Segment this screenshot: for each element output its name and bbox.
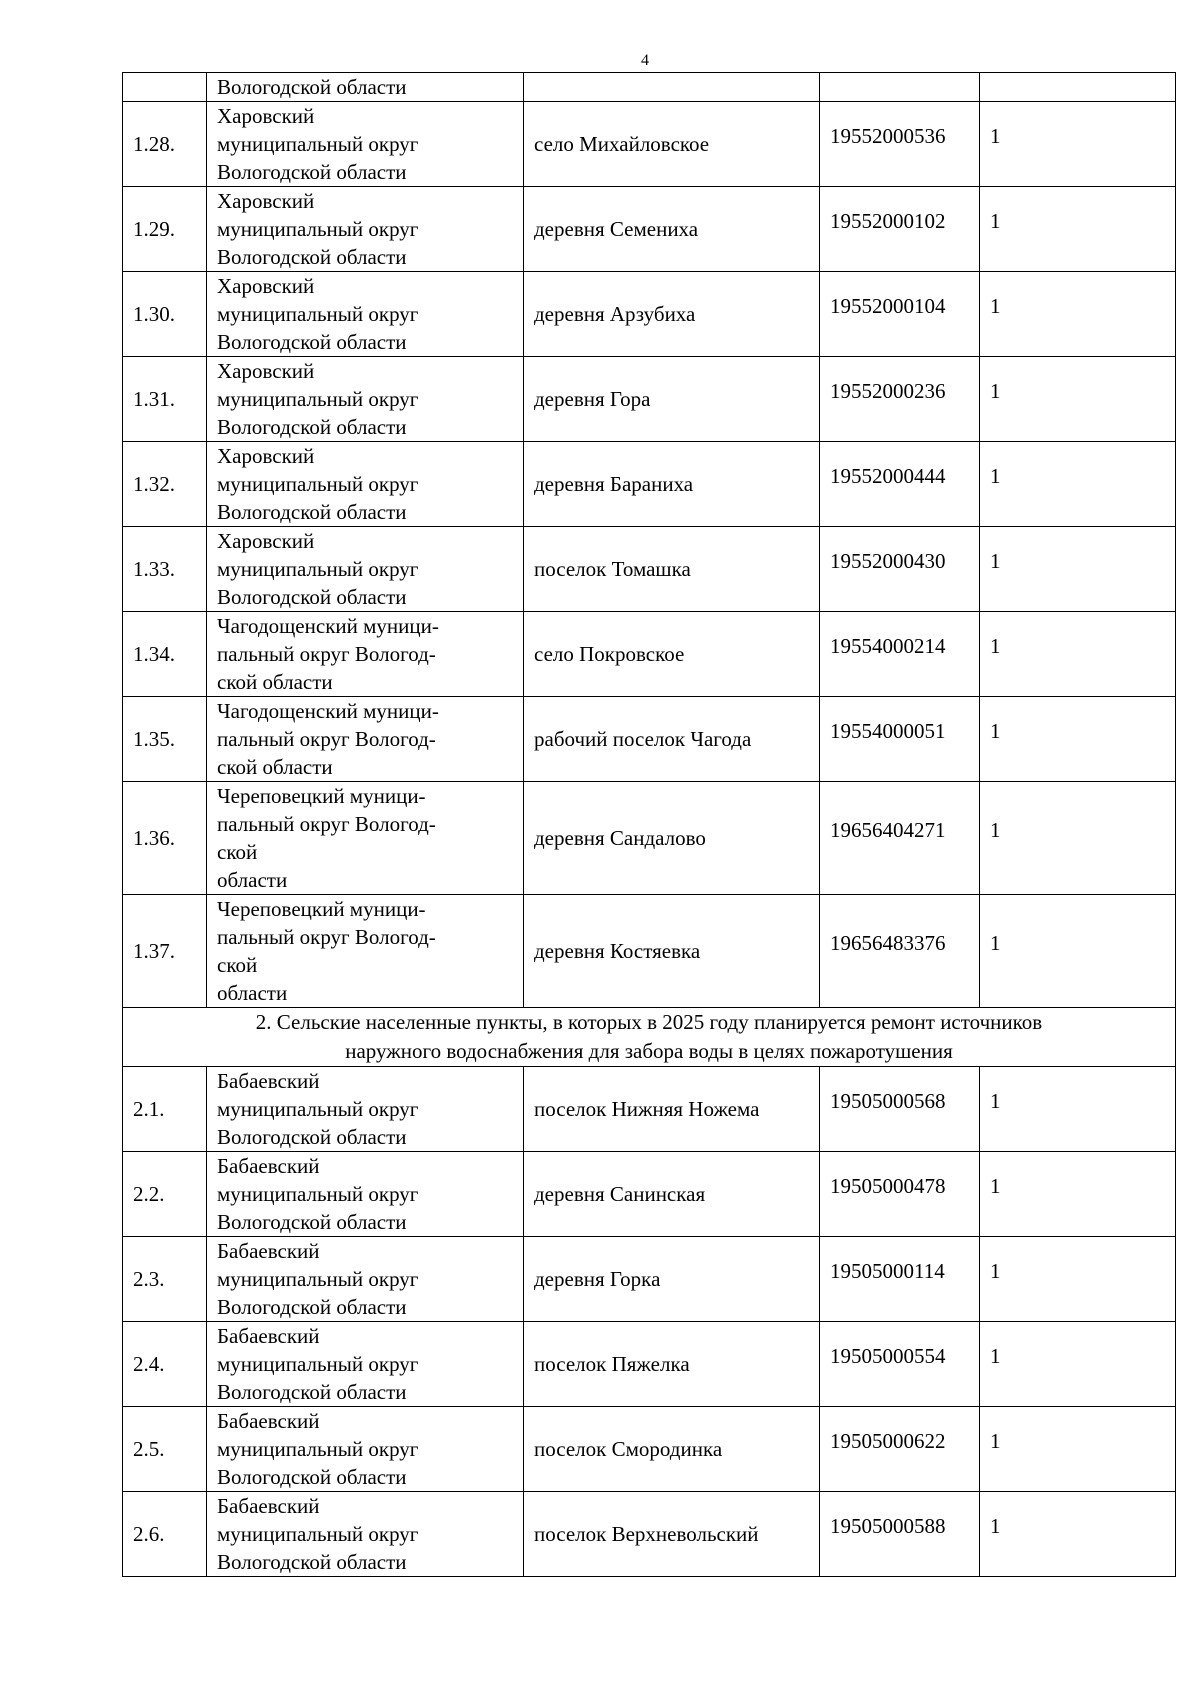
code-cell <box>820 697 980 782</box>
table-row <box>123 1237 1176 1322</box>
district-line: Харовский <box>217 104 315 128</box>
settlement-code: 19505000554 <box>830 1344 946 1368</box>
district-cell <box>207 102 524 187</box>
quantity-cell <box>980 895 1176 1008</box>
quantity-cell <box>980 782 1176 895</box>
district-line: Вологодской области <box>217 1550 407 1574</box>
district-line: ской <box>217 840 258 864</box>
district-line: Бабаевский <box>217 1494 320 1518</box>
code-cell <box>820 1407 980 1492</box>
settlement-cell: деревня Арзубиха <box>524 272 820 357</box>
quantity-cell <box>980 442 1176 527</box>
table-row <box>123 357 1176 442</box>
settlement-code: 19552000104 <box>830 294 946 318</box>
district-line: муниципальный округ <box>217 1097 419 1121</box>
code-cell <box>820 187 980 272</box>
district-line: Вологодской области <box>217 500 407 524</box>
settlement-code: 19552000536 <box>830 124 946 148</box>
settlement-cell: поселок Томашка <box>524 527 820 612</box>
settlement-code: 19554000214 <box>830 634 946 658</box>
district-cell <box>207 782 524 895</box>
table-row <box>123 782 1176 895</box>
table-row <box>123 1067 1176 1152</box>
quantity-cell <box>980 102 1176 187</box>
quantity-value: 1 <box>990 719 1001 743</box>
quantity-value: 1 <box>990 379 1001 403</box>
settlement-code: 19505000478 <box>830 1174 946 1198</box>
code-cell <box>820 1492 980 1577</box>
quantity-cell <box>980 697 1176 782</box>
settlement-cell: поселок Нижняя Ножема <box>524 1067 820 1152</box>
district-line: муниципальный округ <box>217 1352 419 1376</box>
quantity-value: 1 <box>990 931 1001 955</box>
district-line: муниципальный округ <box>217 557 419 581</box>
district-cell <box>207 442 524 527</box>
row-number: 1.29. <box>123 187 207 272</box>
district-line: Вологодской области <box>217 245 407 269</box>
district-cell: Вологодской области <box>207 73 524 102</box>
row-number: 2.2. <box>123 1152 207 1237</box>
quantity-value: 1 <box>990 1174 1001 1198</box>
district-cell <box>207 1152 524 1237</box>
row-number: 2.4. <box>123 1322 207 1407</box>
row-number: 2.5. <box>123 1407 207 1492</box>
district-cell <box>207 1237 524 1322</box>
settlement-code: 19505000114 <box>830 1259 945 1283</box>
table-row <box>123 187 1176 272</box>
district-line: Чагодощенский муници- <box>217 614 439 638</box>
settlement-cell: деревня Семениха <box>524 187 820 272</box>
section-2-title <box>123 1008 1176 1067</box>
quantity-value: 1 <box>990 634 1001 658</box>
district-line: пальный округ Вологод- <box>217 642 436 666</box>
district-line: Череповецкий муници- <box>217 784 426 808</box>
quantity-value: 1 <box>990 1429 1001 1453</box>
continued-row <box>123 73 1176 102</box>
settlement-cell: село Покровское <box>524 612 820 697</box>
code-cell <box>820 895 980 1008</box>
quantity-value: 1 <box>990 464 1001 488</box>
settlement-cell: деревня Горка <box>524 1237 820 1322</box>
district-line: Бабаевский <box>217 1409 320 1433</box>
table-row <box>123 612 1176 697</box>
settlement-code: 19505000568 <box>830 1089 946 1113</box>
table-row <box>123 1152 1176 1237</box>
table-row <box>123 272 1176 357</box>
district-line: Вологодской области <box>217 585 407 609</box>
district-line: ской области <box>217 755 333 779</box>
district-cell <box>207 1407 524 1492</box>
district-line: Вологодской области <box>217 1465 407 1489</box>
quantity-cell <box>980 1067 1176 1152</box>
district-line: Бабаевский <box>217 1069 320 1093</box>
settlement-cell: рабочий поселок Чагода <box>524 697 820 782</box>
district-line: муниципальный округ <box>217 1522 419 1546</box>
district-line: муниципальный округ <box>217 1267 419 1291</box>
row-number: 1.33. <box>123 527 207 612</box>
settlement-code: 19505000588 <box>830 1514 946 1538</box>
settlement-code: 19552000236 <box>830 379 946 403</box>
settlement-cell: поселок Верхневольский <box>524 1492 820 1577</box>
district-cell <box>207 527 524 612</box>
district-line: ской <box>217 953 258 977</box>
code-cell <box>820 1067 980 1152</box>
settlement-cell: деревня Гора <box>524 357 820 442</box>
district-line: Вологодской области <box>217 330 407 354</box>
district-line: муниципальный округ <box>217 132 419 156</box>
quantity-value: 1 <box>990 294 1001 318</box>
section-title-line: наружного водоснабжения для забора воды в целях пожаротушения <box>345 1039 953 1063</box>
settlement-code: 19552000444 <box>830 464 946 488</box>
page-number: 4 <box>641 52 649 69</box>
row-number: 2.1. <box>123 1067 207 1152</box>
settlements-table <box>122 72 1176 1577</box>
district-line: Харовский <box>217 529 315 553</box>
district-line: ской области <box>217 670 333 694</box>
code-cell <box>820 1152 980 1237</box>
code-cell <box>820 357 980 442</box>
section-header-row <box>123 1008 1176 1067</box>
table-row <box>123 697 1176 782</box>
district-line: Бабаевский <box>217 1154 320 1178</box>
district-line: Вологодской области <box>217 1295 407 1319</box>
quantity-cell <box>980 272 1176 357</box>
row-number: 1.28. <box>123 102 207 187</box>
quantity-cell <box>980 1322 1176 1407</box>
table-row <box>123 102 1176 187</box>
district-line: Вологодской области <box>217 415 407 439</box>
quantity-value: 1 <box>990 1344 1001 1368</box>
settlement-code: 19552000430 <box>830 549 946 573</box>
settlement-code: 19656483376 <box>830 931 946 955</box>
table-row <box>123 1407 1176 1492</box>
settlement-cell: деревня Санинская <box>524 1152 820 1237</box>
settlement-code: 19505000622 <box>830 1429 946 1453</box>
district-line: области <box>217 981 288 1005</box>
code-cell <box>820 527 980 612</box>
district-cell <box>207 895 524 1008</box>
district-line: Харовский <box>217 444 315 468</box>
district-line: Харовский <box>217 189 315 213</box>
table-row <box>123 1322 1176 1407</box>
district-line: Чагодощенский муници- <box>217 699 439 723</box>
district-line: Вологодской области <box>217 1210 407 1234</box>
district-line: муниципальный округ <box>217 472 419 496</box>
district-line: муниципальный округ <box>217 387 419 411</box>
district-line: муниципальный округ <box>217 1437 419 1461</box>
code-cell <box>820 73 980 102</box>
quantity-cell <box>980 527 1176 612</box>
row-number: 1.37. <box>123 895 207 1008</box>
district-line: Череповецкий муници- <box>217 897 426 921</box>
quantity-cell <box>980 357 1176 442</box>
row-number: 1.30. <box>123 272 207 357</box>
district-cell <box>207 1492 524 1577</box>
district-line: муниципальный округ <box>217 217 419 241</box>
row-number: 2.3. <box>123 1237 207 1322</box>
quantity-cell <box>980 612 1176 697</box>
district-cell <box>207 1322 524 1407</box>
district-line: муниципальный округ <box>217 1182 419 1206</box>
quantity-value: 1 <box>990 549 1001 573</box>
settlement-cell: деревня Костяевка <box>524 895 820 1008</box>
settlement-code: 19554000051 <box>830 719 946 743</box>
quantity-value: 1 <box>990 818 1001 842</box>
code-cell <box>820 102 980 187</box>
table-row <box>123 442 1176 527</box>
code-cell <box>820 782 980 895</box>
settlement-cell: деревня Сандалово <box>524 782 820 895</box>
table-row <box>123 527 1176 612</box>
quantity-value: 1 <box>990 1259 1001 1283</box>
quantity-cell <box>980 1492 1176 1577</box>
district-line: области <box>217 868 288 892</box>
district-cell <box>207 697 524 782</box>
settlement-cell: поселок Пяжелка <box>524 1322 820 1407</box>
quantity-value: 1 <box>990 1514 1001 1538</box>
district-line: Бабаевский <box>217 1239 320 1263</box>
district-line: Вологодской области <box>217 160 407 184</box>
district-line: Вологодской области <box>217 1125 407 1149</box>
row-number: 1.36. <box>123 782 207 895</box>
row-number: 1.35. <box>123 697 207 782</box>
row-number-cell <box>123 73 207 102</box>
district-cell <box>207 272 524 357</box>
quantity-cell <box>980 1237 1176 1322</box>
district-line: пальный округ Вологод- <box>217 925 436 949</box>
table-row <box>123 895 1176 1008</box>
district-cell <box>207 1067 524 1152</box>
district-cell <box>207 357 524 442</box>
row-number: 1.31. <box>123 357 207 442</box>
code-cell <box>820 442 980 527</box>
quantity-cell <box>980 1407 1176 1492</box>
district-line: Харовский <box>217 274 315 298</box>
quantity-value: 1 <box>990 1089 1001 1113</box>
district-line: пальный округ Вологод- <box>217 812 436 836</box>
code-cell <box>820 1237 980 1322</box>
quantity-value: 1 <box>990 209 1001 233</box>
code-cell <box>820 612 980 697</box>
district-line: Бабаевский <box>217 1324 320 1348</box>
code-cell <box>820 272 980 357</box>
district-line: муниципальный округ <box>217 302 419 326</box>
settlement-cell <box>524 73 820 102</box>
quantity-cell <box>980 73 1176 102</box>
settlement-cell: деревня Бараниха <box>524 442 820 527</box>
district-cell <box>207 612 524 697</box>
settlement-code: 19656404271 <box>830 818 946 842</box>
row-number: 1.32. <box>123 442 207 527</box>
row-number: 1.34. <box>123 612 207 697</box>
settlement-cell: село Михайловское <box>524 102 820 187</box>
district-line: Вологодской области <box>217 1380 407 1404</box>
settlement-cell: поселок Смородинка <box>524 1407 820 1492</box>
code-cell <box>820 1322 980 1407</box>
quantity-cell <box>980 1152 1176 1237</box>
district-cell <box>207 187 524 272</box>
district-line: Харовский <box>217 359 315 383</box>
quantity-cell <box>980 187 1176 272</box>
table-row <box>123 1492 1176 1577</box>
district-line: пальный округ Вологод- <box>217 727 436 751</box>
quantity-value: 1 <box>990 124 1001 148</box>
settlement-code: 19552000102 <box>830 209 946 233</box>
section-title-line: 2. Сельские населенные пункты, в которых в 2025 году планируется ремонт источников <box>255 1010 1043 1034</box>
row-number: 2.6. <box>123 1492 207 1577</box>
